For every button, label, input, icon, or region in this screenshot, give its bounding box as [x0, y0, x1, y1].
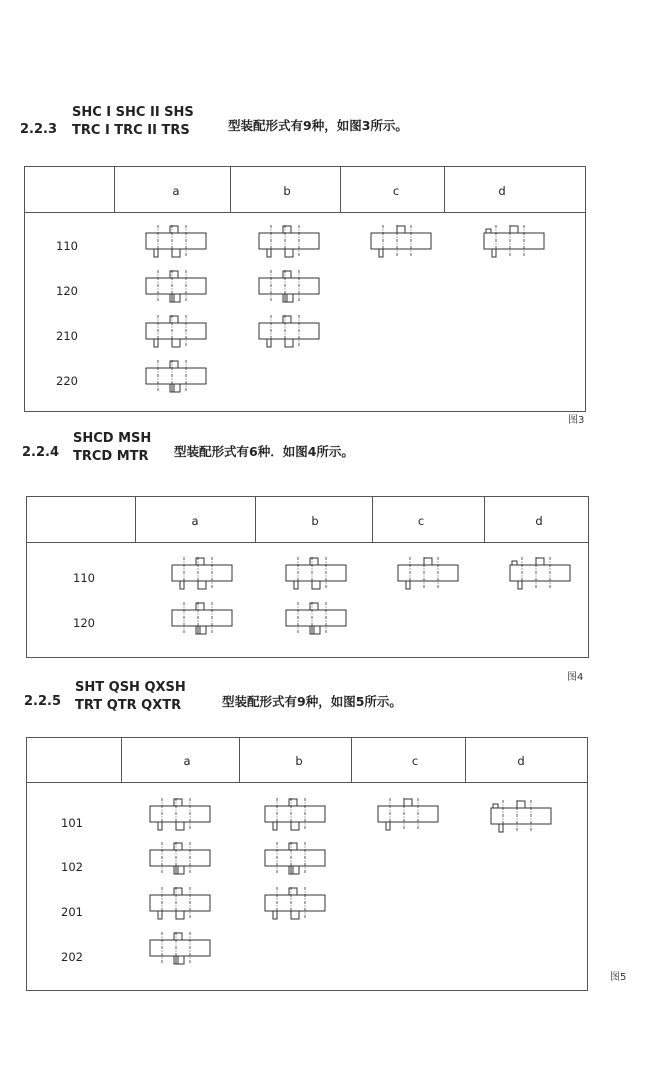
mounting-diagram-110-b	[257, 223, 321, 263]
mounting-diagram-110-a	[170, 555, 234, 595]
column-header-a: a	[191, 514, 199, 528]
models-line-1: SHCD MSH	[73, 431, 152, 446]
section-models	[72, 104, 194, 140]
mounting-table-fig3	[24, 166, 586, 412]
row-label-102: 102	[61, 860, 83, 874]
column-header-d: d	[535, 514, 543, 528]
figure-label: 图4	[567, 672, 584, 683]
figure-label: 图5	[610, 972, 627, 983]
row-label-101: 101	[61, 816, 83, 830]
section-models	[75, 679, 186, 715]
mounting-diagram-101-a	[148, 796, 212, 836]
models-line-2: TRCD MTR	[73, 449, 149, 464]
section-number: 2.2.4	[22, 445, 60, 460]
mounting-table-fig5	[26, 737, 588, 991]
mounting-diagram-110-c	[396, 555, 460, 595]
row-label-210: 210	[56, 329, 78, 343]
mounting-diagram-101-c	[376, 796, 440, 836]
column-header-c: c	[392, 184, 400, 198]
mounting-diagram-101-b	[263, 796, 327, 836]
models-line-1: SHC I SHC II SHS	[72, 105, 194, 120]
mounting-diagram-120-b	[257, 268, 321, 308]
models-line-2: TRC I TRC II TRS	[72, 123, 190, 138]
mounting-diagram-201-b	[263, 885, 327, 925]
section-models	[73, 430, 151, 466]
mounting-diagram-110-d	[508, 555, 572, 595]
row-label-110: 110	[73, 571, 95, 585]
mounting-diagram-210-a	[144, 313, 208, 353]
mounting-diagram-120-a	[144, 268, 208, 308]
column-header-c: c	[417, 514, 425, 528]
section-description: 型装配形式有6种．如图4所示。	[174, 444, 354, 459]
column-header-b: b	[311, 514, 319, 528]
models-line-1: SHT QSH QXSH	[75, 680, 186, 695]
mounting-diagram-202-a	[148, 930, 212, 970]
column-header-b: b	[283, 184, 291, 198]
column-header-a: a	[172, 184, 180, 198]
mounting-table-fig4	[26, 496, 589, 658]
row-label-120: 120	[56, 284, 78, 298]
column-header-d: d	[517, 754, 525, 768]
column-header-c: c	[411, 754, 419, 768]
row-label-201: 201	[61, 905, 83, 919]
row-label-220: 220	[56, 374, 78, 388]
mounting-diagram-110-a	[144, 223, 208, 263]
mounting-diagram-110-b	[284, 555, 348, 595]
section-number: 2.2.5	[24, 694, 62, 709]
column-header-b: b	[295, 754, 303, 768]
models-line-2: TRT QTR QXTR	[75, 698, 182, 713]
mounting-diagram-110-d	[482, 223, 546, 263]
mounting-diagram-201-a	[148, 885, 212, 925]
mounting-diagram-110-c	[369, 223, 433, 263]
row-label-120: 120	[73, 616, 95, 630]
section-description: 型装配形式有9种，如图3所示。	[228, 118, 408, 133]
section-number: 2.2.3	[20, 122, 58, 137]
mounting-diagram-120-b	[284, 600, 348, 640]
row-label-202: 202	[61, 950, 83, 964]
section-description: 型装配形式有9种，如图5所示。	[222, 694, 402, 709]
mounting-diagram-210-b	[257, 313, 321, 353]
mounting-diagram-101-d	[489, 798, 553, 838]
mounting-diagram-102-b	[263, 840, 327, 880]
column-header-a: a	[183, 754, 191, 768]
mounting-diagram-120-a	[170, 600, 234, 640]
row-label-110: 110	[56, 239, 78, 253]
figure-label: 图3	[568, 415, 585, 426]
mounting-diagram-220-a	[144, 358, 208, 398]
mounting-diagram-102-a	[148, 840, 212, 880]
column-header-d: d	[498, 184, 506, 198]
